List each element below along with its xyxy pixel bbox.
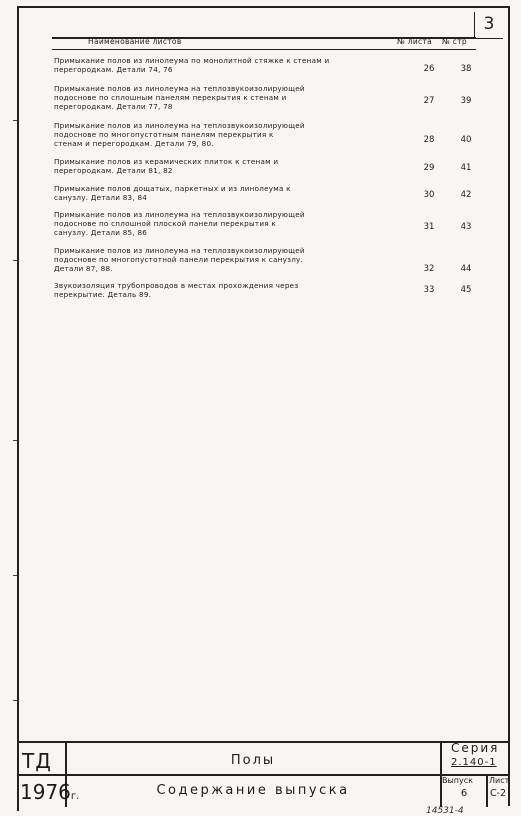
title-block-rule-top [17,741,509,743]
list-item-page-number: 42 [460,190,472,200]
list-item-page-number: 43 [460,222,472,232]
sheet-value: С-2 [489,788,507,799]
series-value: 2.140-1 [451,757,497,768]
document-subtitle: Содержание выпуска [156,783,350,798]
title-block-rule-middle [17,774,509,776]
page-number-box [474,12,503,39]
list-item-sheet-number: 31 [423,222,435,232]
list-item-title: Примыкание полов из линолеума на теплозвукоизолирующей подоснове по многопустотной панели перекрытия к санузлу. Детали 87, 88. [54,246,305,273]
year-value: 1976 [20,780,71,804]
list-item-page-number: 38 [460,64,472,74]
binding-mark [13,700,17,701]
document-code: ТД [22,749,52,773]
list-item-sheet-number: 33 [423,285,435,295]
column-header-sheet: № листа [397,37,433,46]
column-header-page: № стр [442,37,467,46]
list-item-sheet-number: 27 [423,96,435,106]
frame-right-border [508,6,510,806]
archive-stamp: 14531-4 [426,806,464,816]
list-item-page-number: 40 [460,135,472,145]
list-item-sheet-number: 26 [423,64,435,74]
list-item-page-number: 41 [460,163,472,173]
frame-top-border [17,6,509,8]
frame-left-border [17,6,19,811]
issue-label: Выпуск [442,776,473,785]
list-item-title: Примыкание полов из линолеума на теплозвукоизолирующей подоснове по сплошным панелям перекрытия к стенам и перегородкам. Детали 77, 78 [54,84,305,111]
list-item-sheet-number: 32 [423,264,435,274]
binding-mark [13,440,17,441]
column-header-name: Наименование листов [88,37,182,46]
list-item-title: Примыкание полов из линолеума по монолитной стяжке к стенам и перегородкам. Детали 74, 76 [54,56,330,74]
list-item-title: Примыкание полов дощатых, паркетных и из линолеума к санузлу. Детали 83, 84 [54,184,291,202]
list-item-sheet-number: 29 [423,163,435,173]
page-number: 3 [483,14,495,34]
list-item-title: Примыкание полов из линолеума на теплозвукоизолирующей подоснове по сплошной плоской панели перекрытия к санузлу. Детали 85, 86 [54,210,305,237]
series-label: Серия [451,741,500,755]
binding-mark [13,575,17,576]
year-suffix: г. [70,791,80,802]
document-title: Полы [230,753,276,768]
list-item-sheet-number: 30 [423,190,435,200]
list-item-page-number: 39 [460,96,472,106]
list-item-title: Звукоизоляция трубопроводов в местах прохождения через перекрытие. Деталь 89. [54,281,299,299]
sheet-label: Лист [489,776,510,785]
list-item-page-number: 45 [460,285,472,295]
list-item-page-number: 44 [460,264,472,274]
issue-value: 6 [460,788,468,799]
binding-mark [13,260,17,261]
list-item-sheet-number: 28 [423,135,435,145]
binding-mark [13,120,17,121]
list-item-title: Примыкание полов из керамических плиток к стенам и перегородкам. Детали 81, 82 [54,157,279,175]
table-header-rule-bottom [52,49,476,50]
list-item-title: Примыкание полов из линолеума на теплозвукоизолирующей подоснове по многопустотным панелям перекрытия к стенам и перегородкам. Детали 79, 80. [54,121,305,148]
